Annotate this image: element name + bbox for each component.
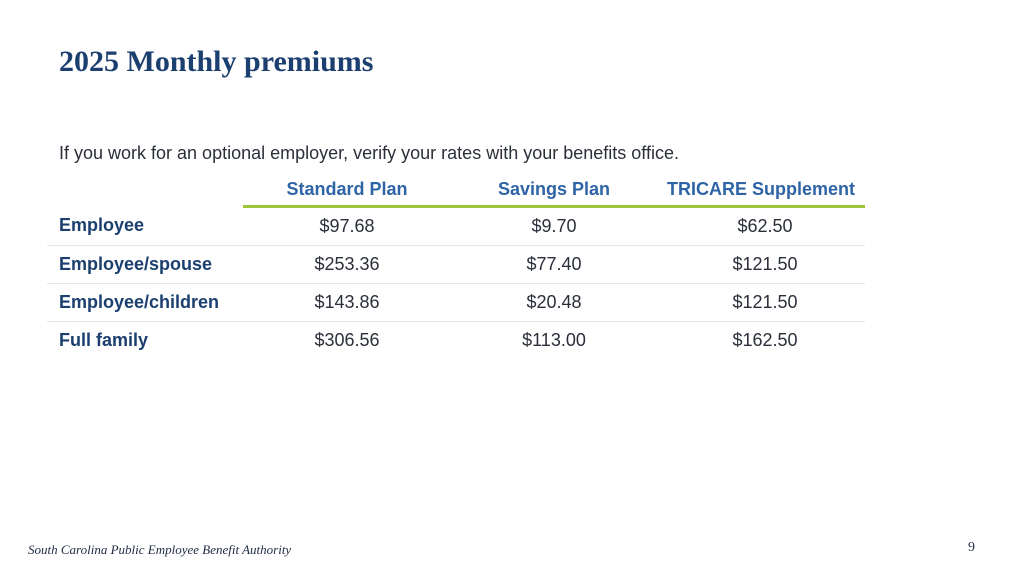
- cell-tricare-supplement: $121.50: [657, 284, 865, 322]
- cell-tricare-supplement: $162.50: [732, 330, 798, 350]
- row-label-employee-spouse: Employee/spouse: [47, 246, 243, 284]
- table-row: [47, 207, 865, 246]
- cell-savings-plan: $20.48: [451, 284, 657, 322]
- footer-organization: South Carolina Public Employee Benefit Authority: [28, 542, 292, 557]
- row-label-employee: Employee: [47, 207, 243, 246]
- row-label-full-family: Full family: [59, 330, 149, 350]
- header-savings-plan: Savings Plan: [451, 173, 657, 207]
- table-row: [47, 322, 865, 360]
- cell-standard-plan: $306.56: [314, 330, 380, 350]
- premiums-table: [47, 173, 865, 359]
- table-row: [47, 284, 865, 322]
- slide-title: 2025 Monthly premiums: [59, 45, 374, 78]
- header-tricare-supplement: TRICARE Supplement: [657, 173, 865, 207]
- cell-savings-plan: $77.40: [451, 246, 657, 284]
- cell-standard-plan: $143.86: [243, 284, 451, 322]
- row-label-employee-children: Employee/children: [47, 284, 243, 322]
- cell-savings-plan: $113.00: [522, 330, 586, 350]
- cell-tricare-supplement: $121.50: [657, 246, 865, 284]
- cell-standard-plan: $97.68: [243, 207, 451, 246]
- cell-savings-plan: $9.70: [451, 207, 657, 246]
- cell-standard-plan: $253.36: [243, 246, 451, 284]
- table-header-row: [47, 173, 865, 207]
- table-row: [47, 246, 865, 284]
- header-blank-cell: [47, 173, 243, 207]
- intro-text: If you work for an optional employer, verify your rates with your benefits office.: [59, 143, 679, 163]
- header-standard-plan: Standard Plan: [243, 173, 451, 207]
- cell-tricare-supplement: $62.50: [657, 207, 865, 246]
- page-number: 9: [968, 540, 975, 555]
